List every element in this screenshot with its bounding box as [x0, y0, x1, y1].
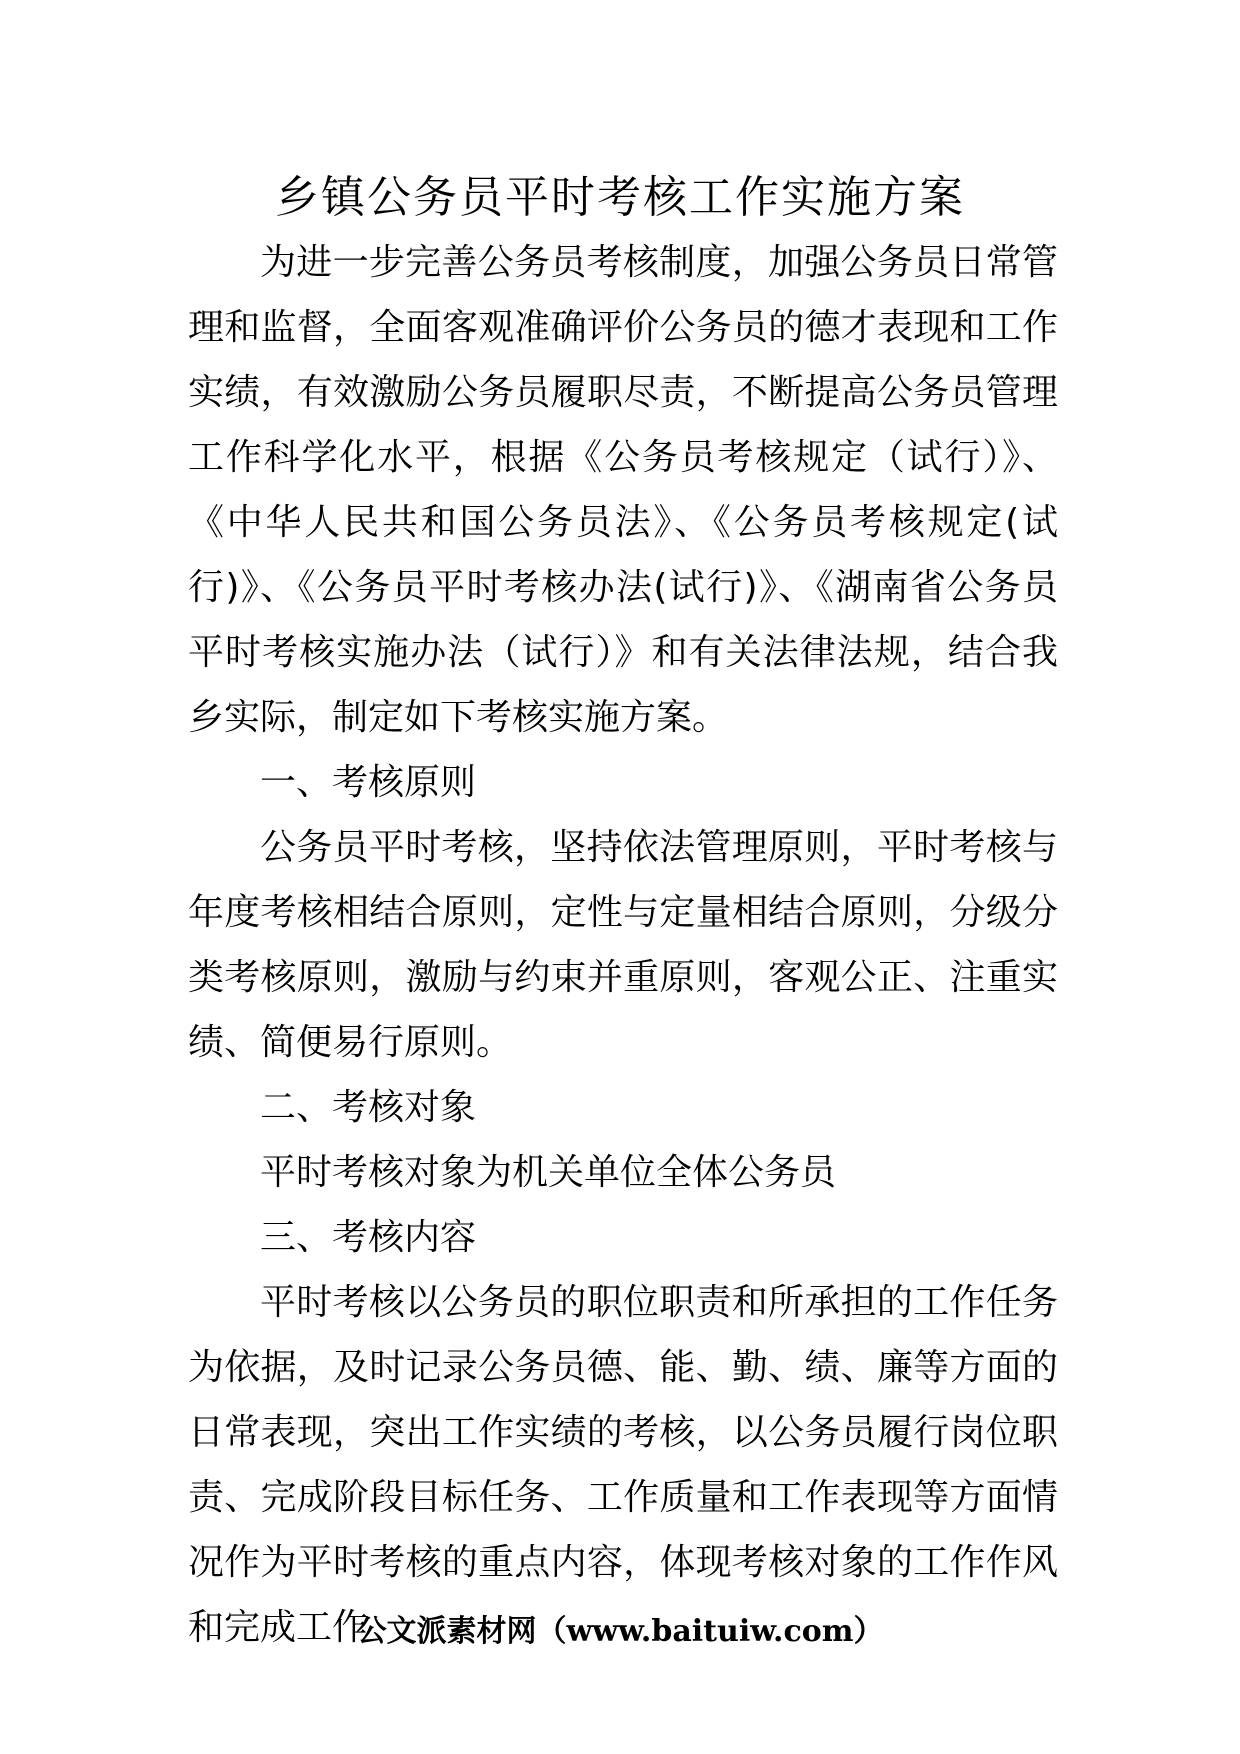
paragraph-intro: 为进一步完善公务员考核制度，加强公务员日常管理和监督，全面客观准确评价公务员的德才表现和工作实绩，有效激励公务员履职尽责，不断提高公务员管理工作科学化水平，根据《公务员考核规定（试行）》、《中华人民共和国公务员法》、《公务员考核规定(试行)》、《公务员平时考核办法(试行)》、《湖南省公务员平时考核实施办法（试行）》和有关法律法规，结合我乡实际，制定如下考核实施方案。 [188, 242, 1058, 738]
section-heading-targets: 二、考核对象 [260, 1087, 477, 1128]
section-heading-content: 三、考核内容 [260, 1217, 477, 1258]
document-title: 乡镇公务员平时考核工作实施方案 [275, 172, 965, 223]
section-heading-principles: 一、考核原则 [260, 762, 477, 803]
document-body [188, 230, 1058, 1660]
footer-source: 公文派素材网（www.baituiw.com） [356, 1614, 884, 1649]
paragraph-targets: 平时考核对象为机关单位全体公务员 [260, 1152, 837, 1193]
paragraph-principles: 公务员平时考核，坚持依法管理原则，平时考核与年度考核相结合原则，定性与定量相结合原则，分级分类考核原则，激励与约束并重原则，客观公正、注重实绩、简便易行原则。 [188, 827, 1058, 1063]
paragraph-content: 平时考核以公务员的职位职责和所承担的工作任务为依据，及时记录公务员德、能、勤、绩、廉等方面的日常表现，突出工作实绩的考核，以公务员履行岗位职责、完成阶段目标任务、工作质量和工作表现等方面情况作为平时考核的重点内容，体现考核对象的工作作风和完成工作 [188, 1282, 1058, 1648]
